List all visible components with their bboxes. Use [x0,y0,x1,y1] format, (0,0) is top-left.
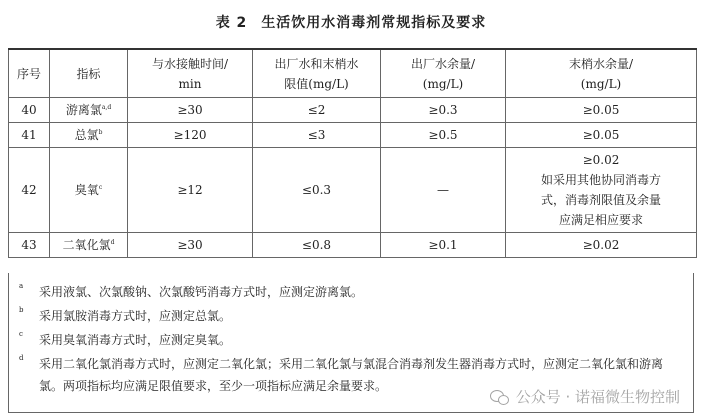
header-row [9,49,697,98]
table-row [9,233,697,258]
cell-limit: ≤2 [253,98,381,123]
header-tap-residual: 末梢水余量/ (mg/L) [506,49,697,98]
table-title [0,12,702,32]
cell-tap: ≥0.05 [506,98,697,123]
cell-seq: 42 [9,148,50,233]
header-contact-time: 与水接触时间/ min [128,49,253,98]
cell-plant: ≥0.3 [381,98,506,123]
table-row [9,123,697,148]
cell-time: ≥30 [128,233,253,258]
cell-plant: — [381,148,506,233]
cell-time: ≥12 [128,148,253,233]
cell-limit: ≤0.3 [253,148,381,233]
table-row [9,148,697,233]
watermark-text: 公众号 · 诺福微生物控制 [515,388,680,406]
disinfectant-spec-table [8,48,697,258]
cell-seq: 43 [9,233,50,258]
cell-seq: 41 [9,123,50,148]
note-c: c 采用臭氧消毒方式时，应测定臭氧。 [19,330,232,347]
cell-limit: ≤3 [253,123,381,148]
header-seq: 序号 [9,49,50,98]
cell-name: 二氧化氯$^d$ [50,233,128,258]
cell-tap: ≥0.05 [506,123,697,148]
header-indicator: 指标 [50,49,128,98]
cell-limit: ≤0.8 [253,233,381,258]
note-d: d 采用二氧化氯消毒方式时，应测定二氧化氯；采用二氧化氯与氯混合消毒剂发生器消毒方式时，应测定二氧化氯和游离氯。两项指标均应满足限值要求，至少一项指标应满足余量要求。 [19,354,664,393]
note-b: b 采用氯胺消毒方式时，应测定总氯。 [19,306,232,323]
cell-tap: ≥0.02 如采用其他协同消毒方 式，消毒剂限值及余量 应满足相应要求 [506,148,697,233]
cell-tap: ≥0.02 [506,233,697,258]
cell-name: 臭氧$^c$ [50,148,128,233]
cell-plant: ≥0.1 [381,233,506,258]
wechat-icon [490,389,510,405]
header-plant-residual: 出厂水余量/ (mg/L) [381,49,506,98]
header-limit: 出厂水和末梢水 限值(mg/L) [253,49,381,98]
cell-seq: 40 [9,98,50,123]
note-a: a 采用液氯、次氯酸钠、次氯酸钙消毒方式时，应测定游离氯。 [19,282,364,299]
cell-name: 游离氯$^{a,d}$ [50,98,128,123]
table-number: 表 2 [215,15,248,31]
cell-time: ≥120 [128,123,253,148]
table-caption: 生活饮用水消毒剂常规指标及要求 [261,15,487,31]
cell-plant: ≥0.5 [381,123,506,148]
table-row [9,98,697,123]
cell-time: ≥30 [128,98,253,123]
watermark [490,386,680,407]
cell-name: 总氯$^b$ [50,123,128,148]
